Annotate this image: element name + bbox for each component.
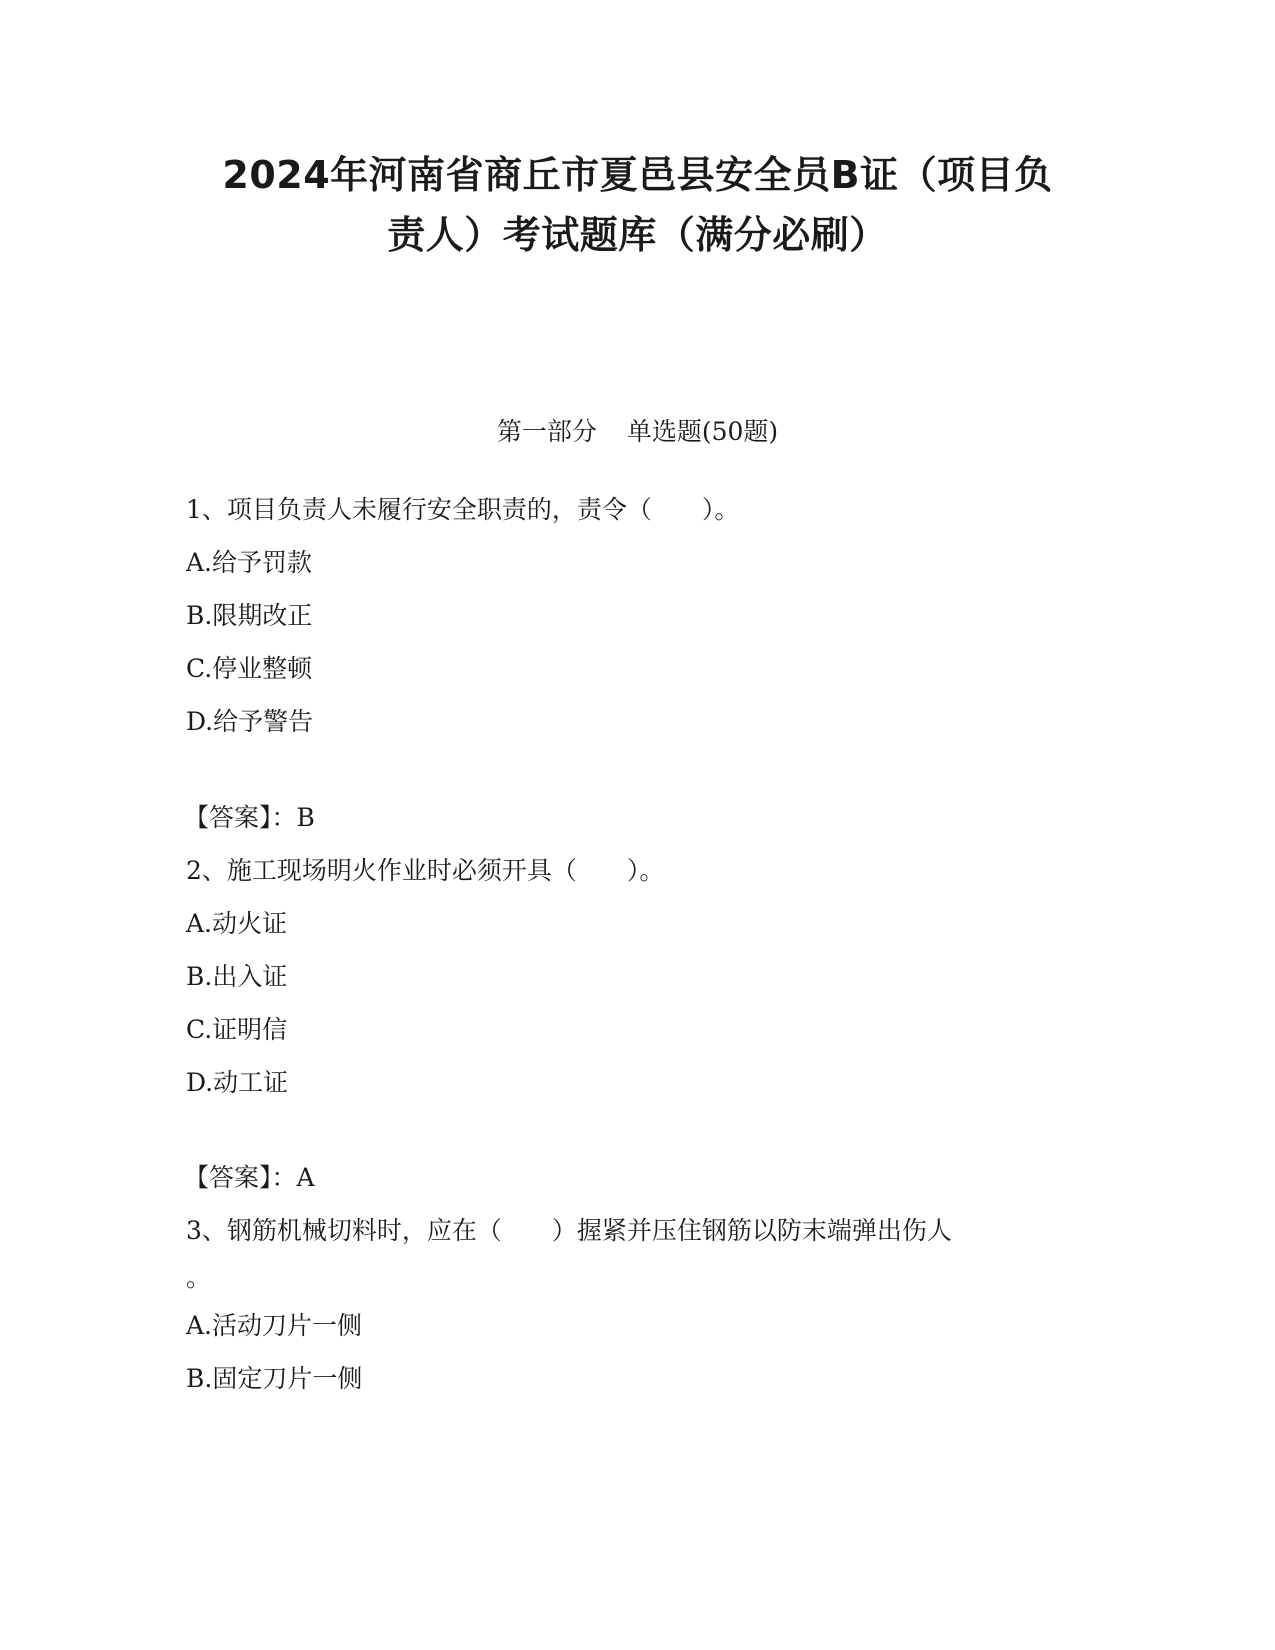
question-1-option-b: B.限期改正 [186,601,313,630]
question-1-option-d: D.给予警告 [186,707,314,736]
section-type-label: 单选题(50题) [626,417,779,446]
section-heading [0,412,1275,452]
question-3-option-a: A.活动刀片一侧 [186,1311,363,1340]
document-title-line-1: 2024年河南省商丘市夏邑县安全员B证（项目负 [222,153,1053,197]
document-title-line-2: 责人）考试题库（满分必刷） [387,213,888,257]
question-1-answer: 【答案】：B [184,803,315,832]
question-2-answer: 【答案】：A [184,1163,315,1192]
question-2-stem: 2、施工现场明火作业时必须开具（ ）。 [186,856,665,885]
question-3-stem-continuation: 。 [186,1263,212,1292]
question-2-option-c: C.证明信 [186,1015,288,1044]
question-2-option-d: D.动工证 [186,1068,289,1097]
question-2-option-a: A.动火证 [186,909,288,938]
question-2-option-b: B.出入证 [186,962,288,991]
question-3-stem: 3、钢筋机械切料时，应在（ ）握紧并压住钢筋以防末端弹出伤人 [186,1216,952,1245]
question-1-option-c: C.停业整顿 [186,654,313,683]
section-part-label: 第一部分 [496,417,597,446]
question-3-option-b: B.固定刀片一侧 [186,1364,363,1393]
question-1-stem: 1、项目负责人未履行安全职责的，责令（ ）。 [186,495,740,524]
question-1-option-a: A.给予罚款 [186,548,313,577]
